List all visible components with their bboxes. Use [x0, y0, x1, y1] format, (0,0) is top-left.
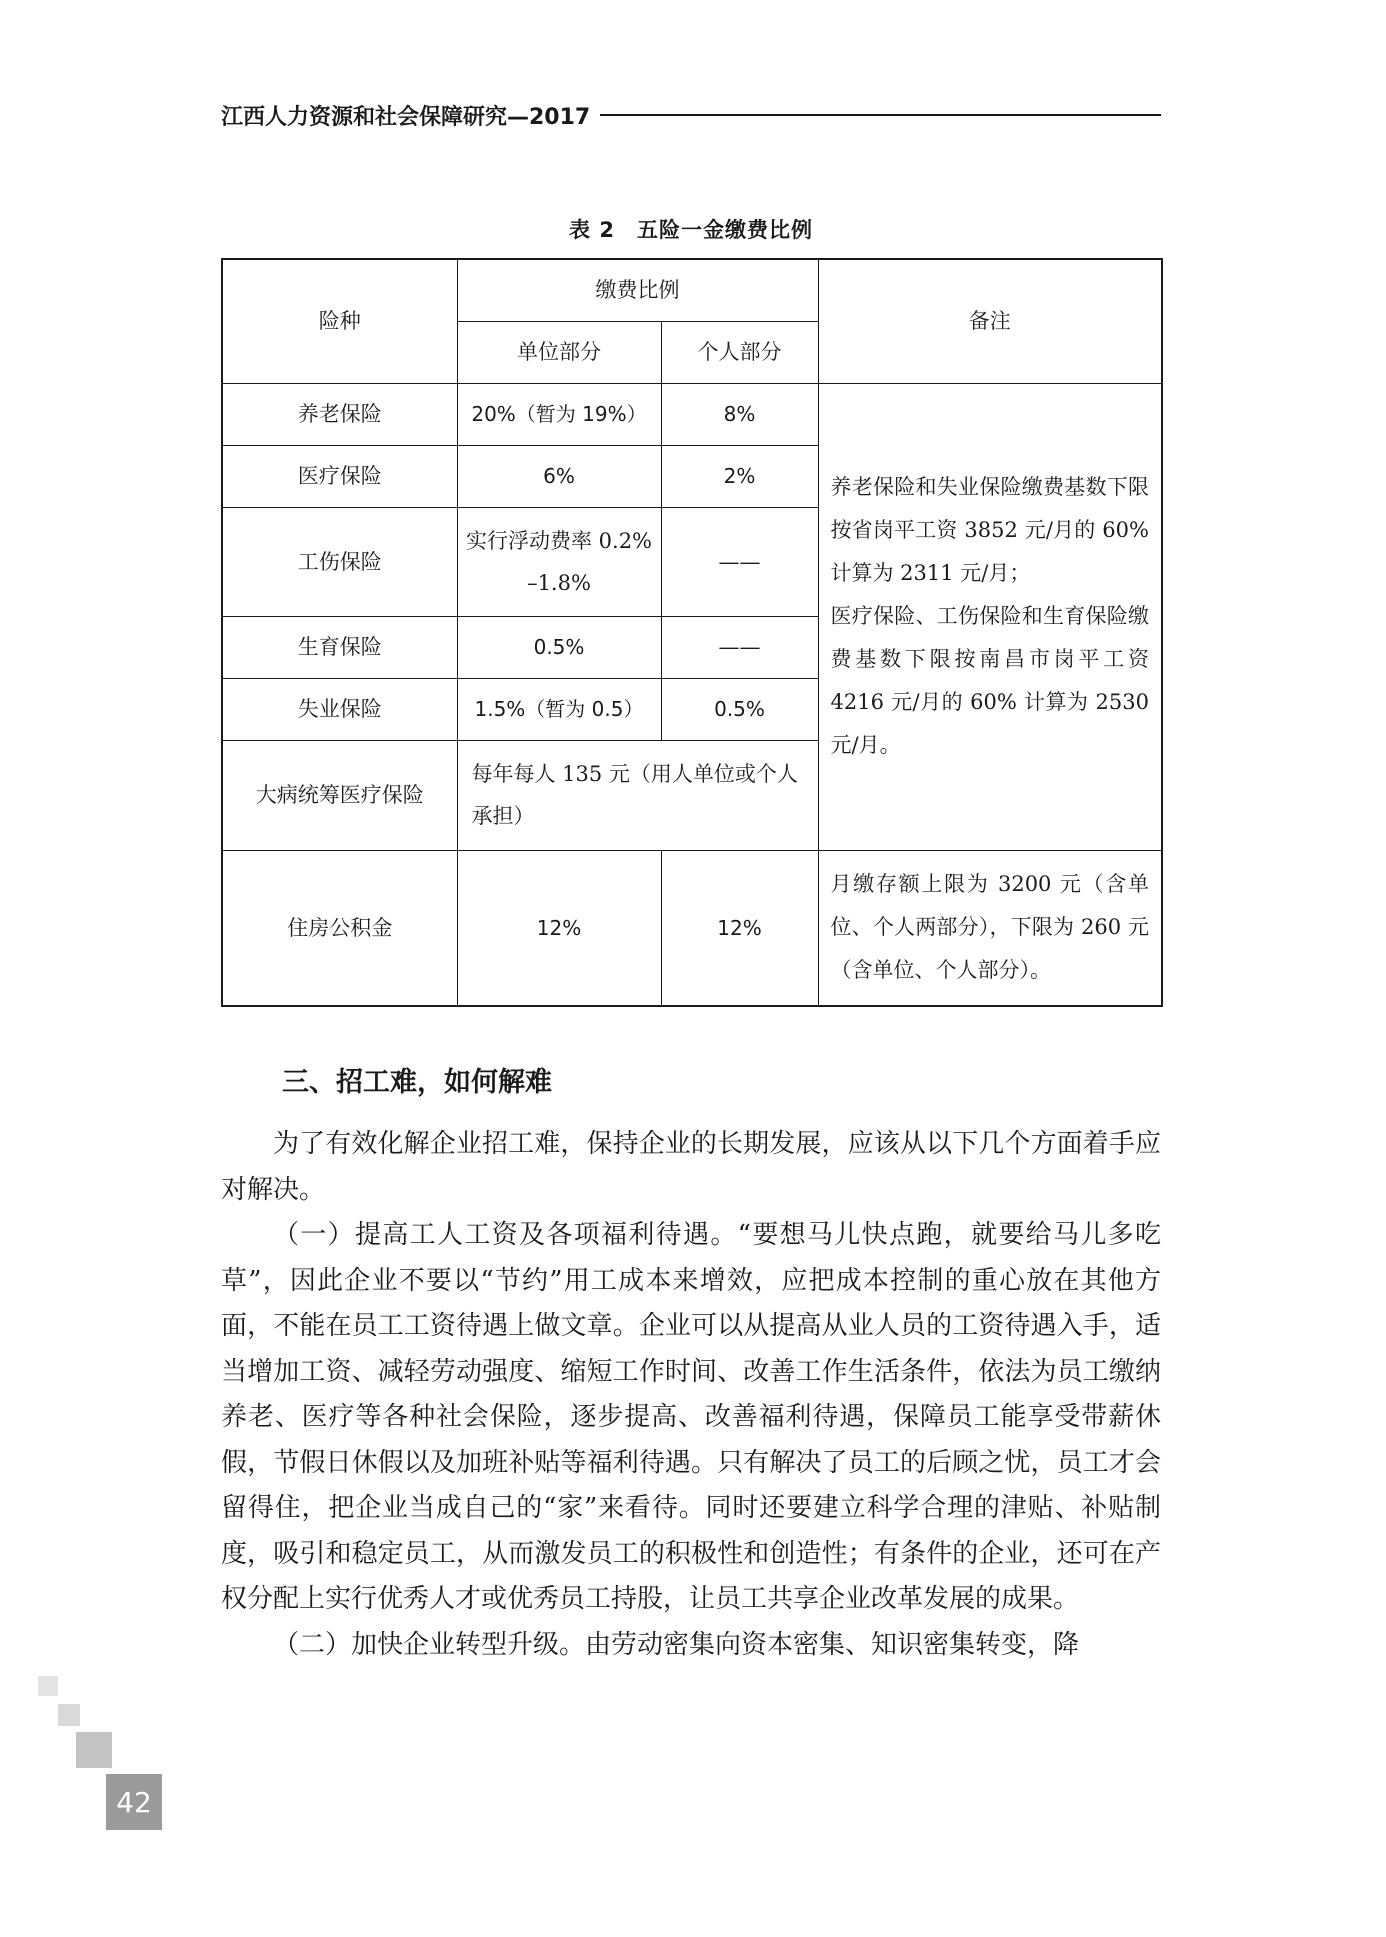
table-row [222, 850, 1162, 1006]
cell-note-main [818, 383, 1162, 850]
cell-type: 生育保险 [222, 616, 457, 678]
cell-note-housing: 月缴存额上限为 3200 元（含单位、个人两部分），下限为 260 元（含单位、个人部分）。 [818, 850, 1162, 1006]
cell-personal: 8% [661, 383, 818, 445]
cell-type: 失业保险 [222, 678, 457, 740]
cell-merged-ratio: 每年每人 135 元（用人单位或个人承担） [457, 740, 818, 850]
cell-employer: 实行浮动费率 0.2% –1.8% [457, 507, 661, 616]
header-type: 险种 [222, 259, 457, 383]
paragraph: （二）加快企业转型升级。由劳动密集向资本密集、知识密集转变，降 [273, 1629, 1080, 1660]
cell-employer: 20%（暂为 19%） [457, 383, 661, 445]
cell-employer: 0.5% [457, 616, 661, 678]
decorative-square [76, 1732, 112, 1768]
insurance-contribution-table [221, 258, 1163, 1007]
paragraph: （一）提高工人工资及各项福利待遇。“要想马儿快点跑，就要给马儿多吃草”，因此企业不要以“节约”用工成本来增效，应把成本控制的重心放在其他方面，不能在员工工资待遇上做文章。企业可以从提高从业人员的工资待遇入手，适当增加工资、减轻劳动强度、缩短工作时间、改善工作生活条件，依法为员工缴纳养老、医疗等各种社会保险，逐步提高、改善福利待遇，保障员工能享受带薪休假，节假日休假以及加班补贴等福利待遇。只有解决了员工的后顾之忧，员工才会留得住，把企业当成自己的“家”来看待。同时还要建立科学合理的津贴、补贴制度，吸引和稳定员工，从而激发员工的积极性和创造性；有条件的企业，还可在产权分配上实行优秀人才或优秀员工持股，让员工共享企业改革发展的成果。 [221, 1220, 1161, 1614]
table-caption-number: 表 2 [569, 218, 615, 242]
cell-employer: 1.5%（暂为 0.5） [457, 678, 661, 740]
cell-personal: —— [661, 616, 818, 678]
note-main-paragraph-1: 养老保险和失业保险缴费基数下限按省岗平工资 3852 元/月的 60% 计算为 2311 元/月； [830, 475, 1149, 585]
table-header-row [222, 259, 1162, 321]
header-rule [600, 114, 1161, 116]
body-text [221, 1122, 1161, 1668]
section-heading: 三、招工难，如何解难 [282, 1067, 552, 1098]
page-number: 42 [106, 1774, 162, 1830]
paragraph: 为了有效化解企业招工难，保持企业的长期发展，应该从以下几个方面着手应对解决。 [221, 1129, 1161, 1205]
running-header-title: 江西人力资源和社会保障研究—2017 [221, 104, 591, 130]
header-ratio: 缴费比例 [457, 259, 818, 321]
cell-type: 工伤保险 [222, 507, 457, 616]
header-employer: 单位部分 [457, 321, 661, 383]
cell-personal: —— [661, 507, 818, 616]
decorative-square [58, 1704, 80, 1726]
table-caption-title: 五险一金缴费比例 [636, 218, 813, 242]
cell-type: 住房公积金 [222, 850, 457, 1006]
cell-personal: 0.5% [661, 678, 818, 740]
table-row [222, 383, 1162, 445]
cell-employer: 6% [457, 445, 661, 507]
table-caption [221, 214, 1161, 244]
cell-personal: 12% [661, 850, 818, 1006]
cell-type: 医疗保险 [222, 445, 457, 507]
cell-type: 大病统筹医疗保险 [222, 740, 457, 850]
decorative-square [38, 1676, 58, 1696]
cell-type: 养老保险 [222, 383, 457, 445]
running-header [221, 98, 1161, 132]
cell-employer: 12% [457, 850, 661, 1006]
cell-personal: 2% [661, 445, 818, 507]
header-note: 备注 [818, 259, 1162, 383]
note-main-paragraph-2: 医疗保险、工伤保险和生育保险缴费基数下限按南昌市岗平工资 4216 元/月的 60% 计算为 2530 元/月。 [830, 604, 1149, 757]
header-personal: 个人部分 [661, 321, 818, 383]
